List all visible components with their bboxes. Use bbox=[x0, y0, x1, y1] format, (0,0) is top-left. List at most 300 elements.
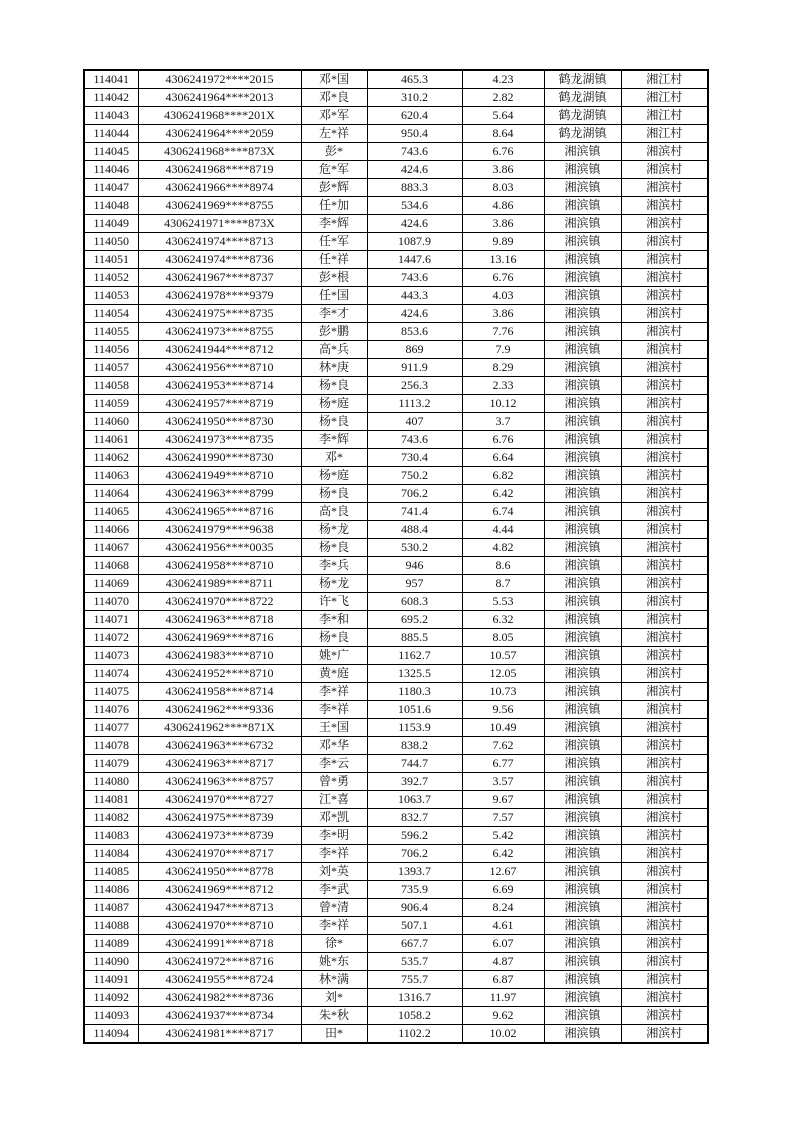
name-masked-cell: 刘* bbox=[301, 989, 367, 1007]
name-masked-cell: 姚*广 bbox=[301, 647, 367, 665]
village-cell: 湘滨村 bbox=[621, 359, 708, 377]
area-cell: 4.86 bbox=[462, 197, 544, 215]
village-cell: 湘滨村 bbox=[621, 449, 708, 467]
town-cell: 鹤龙湖镇 bbox=[544, 125, 621, 143]
seq-cell: 114092 bbox=[84, 989, 138, 1007]
id-masked-cell: 4306241990****8730 bbox=[138, 449, 301, 467]
amount-cell: 424.6 bbox=[367, 305, 462, 323]
table-row bbox=[84, 89, 708, 107]
id-masked-cell: 4306241963****6732 bbox=[138, 737, 301, 755]
amount-cell: 832.7 bbox=[367, 809, 462, 827]
area-cell: 10.12 bbox=[462, 395, 544, 413]
seq-cell: 114069 bbox=[84, 575, 138, 593]
area-cell: 6.76 bbox=[462, 431, 544, 449]
area-cell: 13.16 bbox=[462, 251, 544, 269]
id-masked-cell: 4306241968****873X bbox=[138, 143, 301, 161]
town-cell: 湘滨镇 bbox=[544, 809, 621, 827]
area-cell: 11.97 bbox=[462, 989, 544, 1007]
name-masked-cell: 朱*秋 bbox=[301, 1007, 367, 1025]
seq-cell: 114090 bbox=[84, 953, 138, 971]
town-cell: 湘滨镇 bbox=[544, 179, 621, 197]
table-row bbox=[84, 125, 708, 143]
id-masked-cell: 4306241973****8755 bbox=[138, 323, 301, 341]
town-cell: 湘滨镇 bbox=[544, 485, 621, 503]
table-row bbox=[84, 305, 708, 323]
village-cell: 湘滨村 bbox=[621, 233, 708, 251]
seq-cell: 114052 bbox=[84, 269, 138, 287]
amount-cell: 1153.9 bbox=[367, 719, 462, 737]
area-cell: 10.49 bbox=[462, 719, 544, 737]
village-cell: 湘滨村 bbox=[621, 971, 708, 989]
name-masked-cell: 杨*庭 bbox=[301, 395, 367, 413]
village-cell: 湘滨村 bbox=[621, 827, 708, 845]
seq-cell: 114074 bbox=[84, 665, 138, 683]
area-cell: 8.24 bbox=[462, 899, 544, 917]
name-masked-cell: 杨*龙 bbox=[301, 521, 367, 539]
town-cell: 湘滨镇 bbox=[544, 1007, 621, 1025]
name-masked-cell: 彭* bbox=[301, 143, 367, 161]
table-row bbox=[84, 1025, 708, 1044]
table-row bbox=[84, 413, 708, 431]
id-masked-cell: 4306241969****8712 bbox=[138, 881, 301, 899]
seq-cell: 114076 bbox=[84, 701, 138, 719]
id-masked-cell: 4306241982****8736 bbox=[138, 989, 301, 1007]
village-cell: 湘滨村 bbox=[621, 1025, 708, 1044]
area-cell: 6.82 bbox=[462, 467, 544, 485]
amount-cell: 1393.7 bbox=[367, 863, 462, 881]
id-masked-cell: 4306241966****8974 bbox=[138, 179, 301, 197]
town-cell: 湘滨镇 bbox=[544, 647, 621, 665]
seq-cell: 114058 bbox=[84, 377, 138, 395]
name-masked-cell: 李*祥 bbox=[301, 845, 367, 863]
town-cell: 湘滨镇 bbox=[544, 593, 621, 611]
table-row bbox=[84, 395, 708, 413]
village-cell: 湘滨村 bbox=[621, 863, 708, 881]
town-cell: 湘滨镇 bbox=[544, 233, 621, 251]
village-cell: 湘滨村 bbox=[621, 917, 708, 935]
seq-cell: 114068 bbox=[84, 557, 138, 575]
area-cell: 6.76 bbox=[462, 143, 544, 161]
town-cell: 湘滨镇 bbox=[544, 269, 621, 287]
amount-cell: 853.6 bbox=[367, 323, 462, 341]
name-masked-cell: 杨*良 bbox=[301, 539, 367, 557]
village-cell: 湘滨村 bbox=[621, 413, 708, 431]
town-cell: 湘滨镇 bbox=[544, 197, 621, 215]
name-masked-cell: 邓*国 bbox=[301, 70, 367, 89]
seq-cell: 114073 bbox=[84, 647, 138, 665]
id-masked-cell: 4306241989****8711 bbox=[138, 575, 301, 593]
name-masked-cell: 杨*良 bbox=[301, 377, 367, 395]
id-masked-cell: 4306241965****8716 bbox=[138, 503, 301, 521]
seq-cell: 114049 bbox=[84, 215, 138, 233]
village-cell: 湘滨村 bbox=[621, 575, 708, 593]
name-masked-cell: 刘*英 bbox=[301, 863, 367, 881]
amount-cell: 744.7 bbox=[367, 755, 462, 773]
name-masked-cell: 高*兵 bbox=[301, 341, 367, 359]
id-masked-cell: 4306241970****8710 bbox=[138, 917, 301, 935]
id-masked-cell: 4306241969****8755 bbox=[138, 197, 301, 215]
town-cell: 湘滨镇 bbox=[544, 305, 621, 323]
village-cell: 湘滨村 bbox=[621, 593, 708, 611]
amount-cell: 256.3 bbox=[367, 377, 462, 395]
table-row bbox=[84, 665, 708, 683]
seq-cell: 114062 bbox=[84, 449, 138, 467]
id-masked-cell: 4306241952****8710 bbox=[138, 665, 301, 683]
area-cell: 12.67 bbox=[462, 863, 544, 881]
town-cell: 湘滨镇 bbox=[544, 953, 621, 971]
amount-cell: 695.2 bbox=[367, 611, 462, 629]
table-row bbox=[84, 485, 708, 503]
area-cell: 2.33 bbox=[462, 377, 544, 395]
village-cell: 湘滨村 bbox=[621, 773, 708, 791]
table-row bbox=[84, 953, 708, 971]
id-masked-cell: 4306241979****9638 bbox=[138, 521, 301, 539]
id-masked-cell: 4306241964****2013 bbox=[138, 89, 301, 107]
name-masked-cell: 杨*龙 bbox=[301, 575, 367, 593]
name-masked-cell: 杨*良 bbox=[301, 485, 367, 503]
table-row bbox=[84, 233, 708, 251]
id-masked-cell: 4306241958****8714 bbox=[138, 683, 301, 701]
amount-cell: 443.3 bbox=[367, 287, 462, 305]
amount-cell: 883.3 bbox=[367, 179, 462, 197]
seq-cell: 114055 bbox=[84, 323, 138, 341]
table-row bbox=[84, 449, 708, 467]
table-row bbox=[84, 251, 708, 269]
area-cell: 9.56 bbox=[462, 701, 544, 719]
area-cell: 6.07 bbox=[462, 935, 544, 953]
town-cell: 鹤龙湖镇 bbox=[544, 107, 621, 125]
amount-cell: 838.2 bbox=[367, 737, 462, 755]
name-masked-cell: 黄*庭 bbox=[301, 665, 367, 683]
name-masked-cell: 危*军 bbox=[301, 161, 367, 179]
town-cell: 鹤龙湖镇 bbox=[544, 70, 621, 89]
id-masked-cell: 4306241968****201X bbox=[138, 107, 301, 125]
village-cell: 湘江村 bbox=[621, 125, 708, 143]
village-cell: 湘滨村 bbox=[621, 719, 708, 737]
name-masked-cell: 杨*良 bbox=[301, 413, 367, 431]
table-row bbox=[84, 683, 708, 701]
name-masked-cell: 李*祥 bbox=[301, 683, 367, 701]
amount-cell: 730.4 bbox=[367, 449, 462, 467]
town-cell: 湘滨镇 bbox=[544, 377, 621, 395]
table-row bbox=[84, 863, 708, 881]
id-masked-cell: 4306241962****871X bbox=[138, 719, 301, 737]
amount-cell: 946 bbox=[367, 557, 462, 575]
amount-cell: 911.9 bbox=[367, 359, 462, 377]
area-cell: 4.23 bbox=[462, 70, 544, 89]
table-row bbox=[84, 341, 708, 359]
seq-cell: 114080 bbox=[84, 773, 138, 791]
area-cell: 8.64 bbox=[462, 125, 544, 143]
id-masked-cell: 4306241968****8719 bbox=[138, 161, 301, 179]
village-cell: 湘滨村 bbox=[621, 809, 708, 827]
name-masked-cell: 李*兵 bbox=[301, 557, 367, 575]
area-cell: 6.64 bbox=[462, 449, 544, 467]
area-cell: 5.42 bbox=[462, 827, 544, 845]
seq-cell: 114094 bbox=[84, 1025, 138, 1044]
seq-cell: 114086 bbox=[84, 881, 138, 899]
area-cell: 5.53 bbox=[462, 593, 544, 611]
town-cell: 湘滨镇 bbox=[544, 395, 621, 413]
town-cell: 湘滨镇 bbox=[544, 431, 621, 449]
name-masked-cell: 任*国 bbox=[301, 287, 367, 305]
area-cell: 8.7 bbox=[462, 575, 544, 593]
area-cell: 4.61 bbox=[462, 917, 544, 935]
town-cell: 湘滨镇 bbox=[544, 665, 621, 683]
table-row bbox=[84, 557, 708, 575]
village-cell: 湘滨村 bbox=[621, 881, 708, 899]
seq-cell: 114077 bbox=[84, 719, 138, 737]
town-cell: 湘滨镇 bbox=[544, 413, 621, 431]
village-cell: 湘滨村 bbox=[621, 989, 708, 1007]
table-row bbox=[84, 701, 708, 719]
id-masked-cell: 4306241949****8710 bbox=[138, 467, 301, 485]
name-masked-cell: 田* bbox=[301, 1025, 367, 1044]
amount-cell: 1058.2 bbox=[367, 1007, 462, 1025]
area-cell: 7.76 bbox=[462, 323, 544, 341]
id-masked-cell: 4306241978****9379 bbox=[138, 287, 301, 305]
id-masked-cell: 4306241947****8713 bbox=[138, 899, 301, 917]
id-masked-cell: 4306241969****8716 bbox=[138, 629, 301, 647]
id-masked-cell: 4306241970****8727 bbox=[138, 791, 301, 809]
town-cell: 湘滨镇 bbox=[544, 215, 621, 233]
amount-cell: 608.3 bbox=[367, 593, 462, 611]
amount-cell: 1180.3 bbox=[367, 683, 462, 701]
area-cell: 6.32 bbox=[462, 611, 544, 629]
amount-cell: 596.2 bbox=[367, 827, 462, 845]
amount-cell: 957 bbox=[367, 575, 462, 593]
name-masked-cell: 邓*良 bbox=[301, 89, 367, 107]
amount-cell: 906.4 bbox=[367, 899, 462, 917]
id-masked-cell: 4306241962****9336 bbox=[138, 701, 301, 719]
town-cell: 湘滨镇 bbox=[544, 971, 621, 989]
table-row bbox=[84, 773, 708, 791]
town-cell: 湘滨镇 bbox=[544, 575, 621, 593]
id-masked-cell: 4306241953****8714 bbox=[138, 377, 301, 395]
town-cell: 湘滨镇 bbox=[544, 251, 621, 269]
table-row bbox=[84, 323, 708, 341]
seq-cell: 114050 bbox=[84, 233, 138, 251]
amount-cell: 1051.6 bbox=[367, 701, 462, 719]
town-cell: 湘滨镇 bbox=[544, 521, 621, 539]
area-cell: 9.62 bbox=[462, 1007, 544, 1025]
village-cell: 湘滨村 bbox=[621, 701, 708, 719]
id-masked-cell: 4306241981****8717 bbox=[138, 1025, 301, 1044]
village-cell: 湘滨村 bbox=[621, 395, 708, 413]
id-masked-cell: 4306241964****2059 bbox=[138, 125, 301, 143]
name-masked-cell: 林*满 bbox=[301, 971, 367, 989]
table-row bbox=[84, 107, 708, 125]
name-masked-cell: 彭*辉 bbox=[301, 179, 367, 197]
table-row bbox=[84, 647, 708, 665]
name-masked-cell: 邓*军 bbox=[301, 107, 367, 125]
id-masked-cell: 4306241973****8739 bbox=[138, 827, 301, 845]
table-row bbox=[84, 845, 708, 863]
seq-cell: 114064 bbox=[84, 485, 138, 503]
id-masked-cell: 4306241971****873X bbox=[138, 215, 301, 233]
seq-cell: 114063 bbox=[84, 467, 138, 485]
amount-cell: 667.7 bbox=[367, 935, 462, 953]
town-cell: 鹤龙湖镇 bbox=[544, 89, 621, 107]
area-cell: 7.9 bbox=[462, 341, 544, 359]
name-masked-cell: 高*良 bbox=[301, 503, 367, 521]
village-cell: 湘滨村 bbox=[621, 683, 708, 701]
id-masked-cell: 4306241970****8717 bbox=[138, 845, 301, 863]
name-masked-cell: 任*军 bbox=[301, 233, 367, 251]
amount-cell: 743.6 bbox=[367, 143, 462, 161]
table-row bbox=[84, 935, 708, 953]
seq-cell: 114043 bbox=[84, 107, 138, 125]
amount-cell: 392.7 bbox=[367, 773, 462, 791]
id-masked-cell: 4306241950****8778 bbox=[138, 863, 301, 881]
name-masked-cell: 林*庚 bbox=[301, 359, 367, 377]
town-cell: 湘滨镇 bbox=[544, 827, 621, 845]
name-masked-cell: 彭*根 bbox=[301, 269, 367, 287]
seq-cell: 114048 bbox=[84, 197, 138, 215]
area-cell: 6.74 bbox=[462, 503, 544, 521]
seq-cell: 114054 bbox=[84, 305, 138, 323]
amount-cell: 424.6 bbox=[367, 161, 462, 179]
town-cell: 湘滨镇 bbox=[544, 683, 621, 701]
seq-cell: 114085 bbox=[84, 863, 138, 881]
area-cell: 3.86 bbox=[462, 215, 544, 233]
name-masked-cell: 李*和 bbox=[301, 611, 367, 629]
table-row bbox=[84, 431, 708, 449]
area-cell: 3.7 bbox=[462, 413, 544, 431]
id-masked-cell: 4306241973****8735 bbox=[138, 431, 301, 449]
area-cell: 3.86 bbox=[462, 305, 544, 323]
town-cell: 湘滨镇 bbox=[544, 989, 621, 1007]
village-cell: 湘滨村 bbox=[621, 665, 708, 683]
id-masked-cell: 4306241983****8710 bbox=[138, 647, 301, 665]
town-cell: 湘滨镇 bbox=[544, 323, 621, 341]
table-row bbox=[84, 359, 708, 377]
id-masked-cell: 4306241956****8710 bbox=[138, 359, 301, 377]
seq-cell: 114065 bbox=[84, 503, 138, 521]
town-cell: 湘滨镇 bbox=[544, 143, 621, 161]
seq-cell: 114041 bbox=[84, 70, 138, 89]
seq-cell: 114082 bbox=[84, 809, 138, 827]
id-masked-cell: 4306241963****8717 bbox=[138, 755, 301, 773]
amount-cell: 407 bbox=[367, 413, 462, 431]
amount-cell: 706.2 bbox=[367, 485, 462, 503]
area-cell: 6.77 bbox=[462, 755, 544, 773]
village-cell: 湘滨村 bbox=[621, 305, 708, 323]
table-row bbox=[84, 971, 708, 989]
village-cell: 湘江村 bbox=[621, 70, 708, 89]
table-row bbox=[84, 989, 708, 1007]
table-row bbox=[84, 1007, 708, 1025]
seq-cell: 114091 bbox=[84, 971, 138, 989]
name-masked-cell: 李*才 bbox=[301, 305, 367, 323]
village-cell: 湘滨村 bbox=[621, 215, 708, 233]
amount-cell: 743.6 bbox=[367, 269, 462, 287]
table-row bbox=[84, 791, 708, 809]
name-masked-cell: 江*喜 bbox=[301, 791, 367, 809]
village-cell: 湘江村 bbox=[621, 107, 708, 125]
table-row bbox=[84, 269, 708, 287]
town-cell: 湘滨镇 bbox=[544, 917, 621, 935]
village-cell: 湘滨村 bbox=[621, 647, 708, 665]
amount-cell: 1325.5 bbox=[367, 665, 462, 683]
village-cell: 湘滨村 bbox=[621, 269, 708, 287]
village-cell: 湘滨村 bbox=[621, 323, 708, 341]
town-cell: 湘滨镇 bbox=[544, 935, 621, 953]
area-cell: 10.57 bbox=[462, 647, 544, 665]
area-cell: 8.05 bbox=[462, 629, 544, 647]
area-cell: 4.03 bbox=[462, 287, 544, 305]
town-cell: 湘滨镇 bbox=[544, 881, 621, 899]
id-masked-cell: 4306241944****8712 bbox=[138, 341, 301, 359]
area-cell: 9.89 bbox=[462, 233, 544, 251]
area-cell: 4.82 bbox=[462, 539, 544, 557]
village-cell: 湘滨村 bbox=[621, 341, 708, 359]
village-cell: 湘滨村 bbox=[621, 899, 708, 917]
area-cell: 10.02 bbox=[462, 1025, 544, 1044]
table-row bbox=[84, 809, 708, 827]
name-masked-cell: 邓*凯 bbox=[301, 809, 367, 827]
town-cell: 湘滨镇 bbox=[544, 449, 621, 467]
seq-cell: 114093 bbox=[84, 1007, 138, 1025]
id-masked-cell: 4306241963****8799 bbox=[138, 485, 301, 503]
table-row bbox=[84, 899, 708, 917]
area-cell: 3.57 bbox=[462, 773, 544, 791]
seq-cell: 114081 bbox=[84, 791, 138, 809]
town-cell: 湘滨镇 bbox=[544, 359, 621, 377]
table-row bbox=[84, 521, 708, 539]
seq-cell: 114087 bbox=[84, 899, 138, 917]
id-masked-cell: 4306241950****8730 bbox=[138, 413, 301, 431]
village-cell: 湘滨村 bbox=[621, 845, 708, 863]
town-cell: 湘滨镇 bbox=[544, 341, 621, 359]
village-cell: 湘滨村 bbox=[621, 251, 708, 269]
town-cell: 湘滨镇 bbox=[544, 611, 621, 629]
village-cell: 湘滨村 bbox=[621, 179, 708, 197]
table-row bbox=[84, 287, 708, 305]
area-cell: 5.64 bbox=[462, 107, 544, 125]
name-masked-cell: 李*明 bbox=[301, 827, 367, 845]
seq-cell: 114089 bbox=[84, 935, 138, 953]
table-row bbox=[84, 737, 708, 755]
town-cell: 湘滨镇 bbox=[544, 1025, 621, 1044]
amount-cell: 465.3 bbox=[367, 70, 462, 89]
area-cell: 6.87 bbox=[462, 971, 544, 989]
town-cell: 湘滨镇 bbox=[544, 161, 621, 179]
village-cell: 湘滨村 bbox=[621, 935, 708, 953]
seq-cell: 114053 bbox=[84, 287, 138, 305]
village-cell: 湘滨村 bbox=[621, 143, 708, 161]
table-row bbox=[84, 143, 708, 161]
village-cell: 湘滨村 bbox=[621, 485, 708, 503]
town-cell: 湘滨镇 bbox=[544, 791, 621, 809]
seq-cell: 114088 bbox=[84, 917, 138, 935]
town-cell: 湘滨镇 bbox=[544, 557, 621, 575]
village-cell: 湘滨村 bbox=[621, 503, 708, 521]
name-masked-cell: 任*加 bbox=[301, 197, 367, 215]
seq-cell: 114084 bbox=[84, 845, 138, 863]
amount-cell: 755.7 bbox=[367, 971, 462, 989]
village-cell: 湘滨村 bbox=[621, 737, 708, 755]
seq-cell: 114078 bbox=[84, 737, 138, 755]
town-cell: 湘滨镇 bbox=[544, 719, 621, 737]
table-row bbox=[84, 755, 708, 773]
village-cell: 湘滨村 bbox=[621, 1007, 708, 1025]
name-masked-cell: 李*云 bbox=[301, 755, 367, 773]
village-cell: 湘滨村 bbox=[621, 197, 708, 215]
seq-cell: 114061 bbox=[84, 431, 138, 449]
village-cell: 湘滨村 bbox=[621, 629, 708, 647]
village-cell: 湘滨村 bbox=[621, 557, 708, 575]
